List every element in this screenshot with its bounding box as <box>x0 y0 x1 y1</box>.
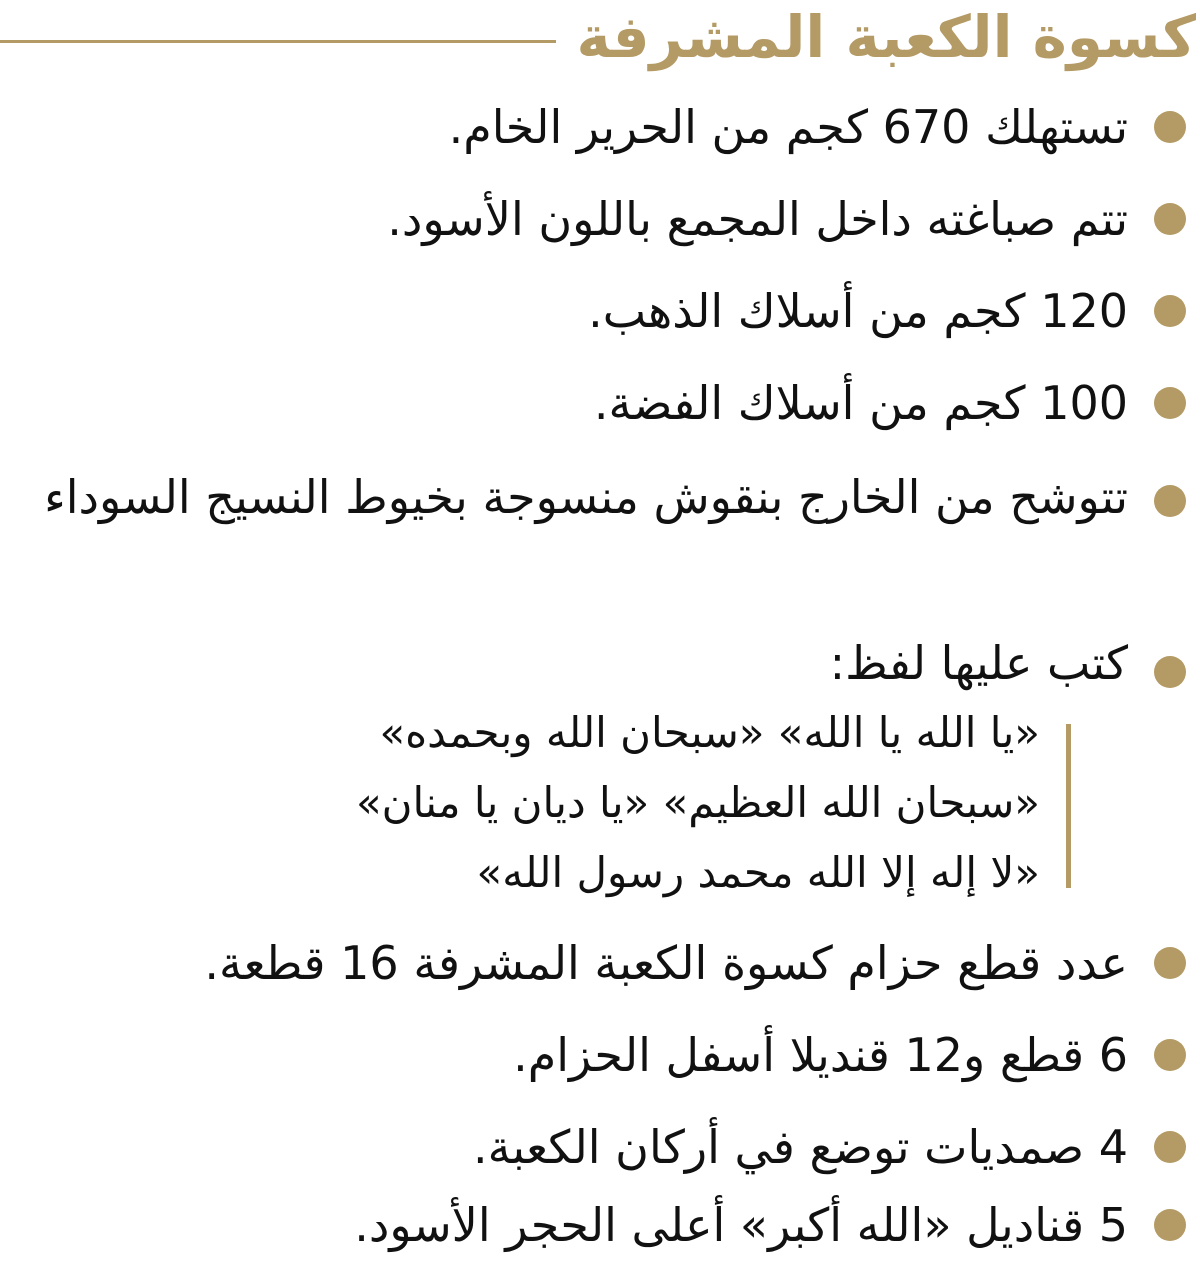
item-text: كتب عليها لفظ: <box>829 636 1128 690</box>
item-text: تستهلك 670 كجم من الحرير الخام. <box>448 100 1128 154</box>
bullet-icon <box>1154 485 1186 517</box>
inscription-line: «يا الله يا الله» «سبحان الله وبحمده» <box>379 708 1040 757</box>
bullet-icon <box>1154 1039 1186 1071</box>
title-rule <box>0 40 556 43</box>
bullet-icon <box>1154 387 1186 419</box>
item-text: 100 كجم من أسلاك الفضة. <box>593 376 1128 430</box>
item-text: 6 قطع و12 قنديلا أسفل الحزام. <box>513 1028 1128 1082</box>
item-text: تتم صباغته داخل المجمع باللون الأسود. <box>387 192 1128 246</box>
page-title: كسوة الكعبة المشرفة <box>576 3 1196 71</box>
bullet-icon <box>1154 1131 1186 1163</box>
bullet-icon <box>1154 1209 1186 1241</box>
bullet-icon <box>1154 656 1186 688</box>
item-text: 5 قناديل «الله أكبر» أعلى الحجر الأسود. <box>354 1198 1128 1252</box>
item-text: 4 صمديات توضع في أركان الكعبة. <box>473 1120 1128 1174</box>
quote-bar <box>1066 724 1071 888</box>
bullet-icon <box>1154 947 1186 979</box>
item-text: عدد قطع حزام كسوة الكعبة المشرفة 16 قطعة. <box>204 936 1128 990</box>
bullet-icon <box>1154 295 1186 327</box>
inscription-line: «سبحان الله العظيم» «يا ديان يا منان» <box>355 778 1040 827</box>
item-text: 120 كجم من أسلاك الذهب. <box>588 284 1128 338</box>
bullet-icon <box>1154 203 1186 235</box>
bullet-icon <box>1154 111 1186 143</box>
inscription-line: «لا إله إلا الله محمد رسول الله» <box>476 848 1040 897</box>
item-text: تتوشح من الخارج بنقوش منسوجة بخيوط النسيج السوداء <box>44 470 1128 524</box>
title-row <box>0 0 1200 78</box>
